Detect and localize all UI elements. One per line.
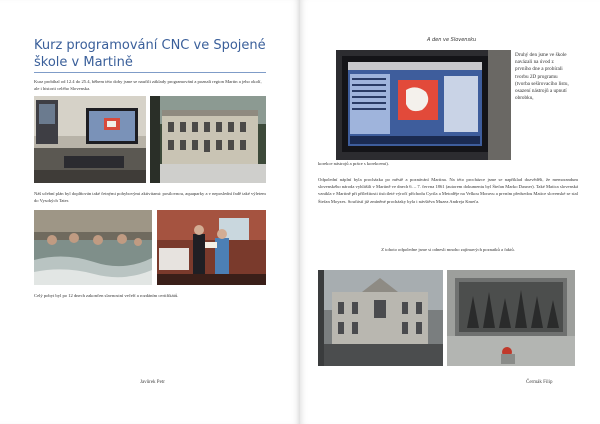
photo-cnc-screen — [336, 50, 511, 160]
summary-paragraph: Z tohoto odpoledne jsme si odnesli mnoho zajímavých poznatků a faktů. — [381, 247, 515, 252]
author-left: Javůrek Petr — [140, 380, 165, 385]
closing-paragraph: Celý pobyt byl po 12 dnech zakončen slavnostní večeří a rozdáním certifikátů. — [34, 293, 179, 298]
intro-paragraph: Kurz probíhal od 12.4 do 25.4, během této doby jsme se naučili základy programování a poznali region Martin a jeho okolí, ale i historii celého Slovenska. — [34, 79, 262, 92]
photo-certificate-ceremony — [157, 210, 266, 285]
photo-historic-building — [150, 96, 266, 183]
photo-cnc-computer — [34, 96, 146, 183]
photo-museum-building — [318, 270, 443, 366]
activities-paragraph: Náš učební plán byl doplňován také četnými pohybovými aktivitami: posilovnou, aquaparky a v neposlední řadě také výletem do Vysokých Tater. — [34, 191, 266, 204]
page-title: Kurz programování CNC ve Spojené škole v Martině — [34, 38, 266, 70]
lesson-paragraph-continued: korekce nástrojů a práce s korekcemi). — [318, 161, 389, 166]
photo-aquapark — [34, 210, 152, 285]
photo-relief-monument — [447, 270, 575, 366]
right-page — [300, 0, 600, 424]
history-paragraph: Odpolední náplní byla procházka po městě a poznávání Martina. Na této procházce jsme se například dozvěděli, že memorandum slovenského národa vyhlášili v Martině ve dnech 6. – 7. června 1861 (autorem dokumentu byl Štefan Marko Daxner). Také Matica slovenská vznikla v Martině při příležitosti tisícileté výročí příchodu Cyrila a Metoděje na Velkou Moravu a prvním předsedou Matice slovenské se stal Štefan Moyzes. Součástí již zmíněné procházky byla i návštěva Muzea Andreja Kmeťa. — [318, 177, 578, 204]
lesson-paragraph: Druhý den jsme ve škole navázali na úvod z prvního dne a probírali tvorbu 2D programu (tvorba sešírovacího listu, osazení nástrojů a upnutí obrobku, — [515, 52, 569, 102]
title-divider — [34, 72, 266, 73]
page-header: A den ve Slovensku — [427, 37, 477, 43]
author-right: Čermák Filip — [526, 380, 553, 385]
